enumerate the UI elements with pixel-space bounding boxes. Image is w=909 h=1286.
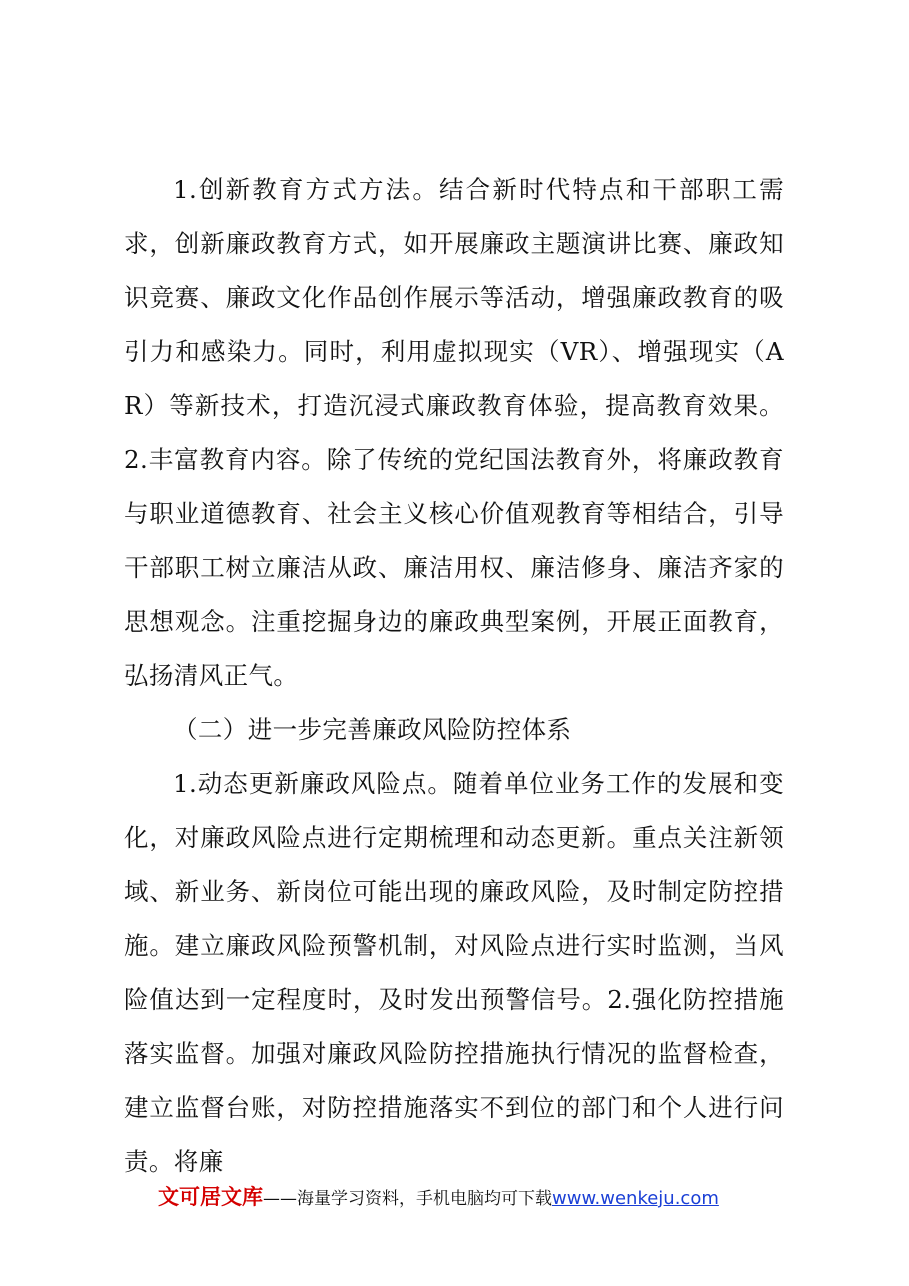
section-heading-risk-control: （二）进一步完善廉政风险防控体系 <box>173 715 572 744</box>
footer-banner <box>158 1181 778 1213</box>
brand-name: 文可居文库 <box>158 1185 263 1209</box>
paragraph-risk-points: 1.动态更新廉政风险点。随着单位业务工作的发展和变化，对廉政风险点进行定期梳理和动态更新。重点关注新领域、新业务、新岗位可能出现的廉政风险，及时制定防控措施。建立廉政风险预警机制，对风险点进行实时监测，当风险值达到一定程度时，及时发出预警信号。2.强化防控措施落实监督。加强对廉政风险防控措施执行情况的监督检查，建立监督台账，对防控措施落实不到位的部门和个人进行问责。将廉 <box>124 769 784 1176</box>
document-body <box>124 163 784 1189</box>
paragraph-education-innovation: 1.创新教育方式方法。结合新时代特点和干部职工需求，创新廉政教育方式，如开展廉政主题演讲比赛、廉政知识竞赛、廉政文化作品创作展示等活动，增强廉政教育的吸引力和感染力。同时，利用虚拟现实（VR）、增强现实（AR）等新技术，打造沉浸式廉政教育体验，提高教育效果。2.丰富教育内容。除了传统的党纪国法教育外，将廉政教育与职业道德教育、社会主义核心价值观教育等相结合，引导干部职工树立廉洁从政、廉洁用权、廉洁修身、廉洁齐家的思想观念。注重挖掘身边的廉政典型案例，开展正面教育，弘扬清风正气。 <box>124 175 784 690</box>
website-link[interactable]: www.wenkeju.com <box>552 1188 719 1209</box>
footer-tagline: ——海量学习资料，手机电脑均可下载 <box>263 1189 552 1209</box>
